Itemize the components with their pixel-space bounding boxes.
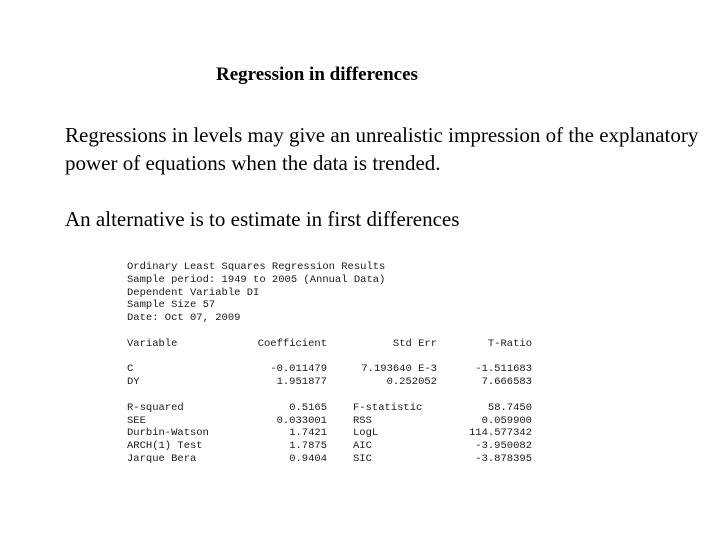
t-ratio-value: -1.511683 [475,363,532,376]
stat-value: -3.878395 [475,452,532,465]
stat-label: LogL [353,427,379,440]
stat-value: 0.033001 [276,414,327,427]
column-header-std-err: Std Err [392,337,437,350]
stat-label: SEE [127,414,146,427]
variable-name: C [127,363,134,376]
stat-value: -3.950082 [475,440,532,453]
stat-value: 0.5165 [289,401,327,414]
stat-row [127,402,532,415]
column-header-t-ratio: T-Ratio [487,337,532,350]
output-title: Ordinary Least Squares Regression Results [127,261,386,273]
stat-value: 114.577342 [468,427,532,440]
stat-label: Durbin-Watson [127,427,209,440]
output-date: Date: Oct 07, 2009 [127,312,241,325]
stat-value: 58.7450 [487,401,532,414]
dependent-variable: Dependent Variable DI [127,286,260,299]
stat-row [127,427,532,440]
stat-label: F-statistic [353,401,423,414]
intro-paragraph: Regressions in levels may give an unrealistic impression of the explanatory power of equations when the data is trended. [65,123,699,175]
stat-label: RSS [353,414,372,427]
coefficient-row [127,363,532,376]
slide-title: Regression in differences [216,64,418,85]
regression-output [127,261,532,466]
stat-label: R-squared [127,401,184,414]
stat-label: ARCH(1) Test [127,440,203,453]
column-header-coefficient: Coefficient [257,337,327,350]
variable-name: DY [127,376,140,389]
coefficient-value: -0.011479 [270,363,327,376]
sample-size: Sample Size 57 [127,299,216,312]
stat-value: 1.7421 [289,427,327,440]
column-header-variable: Variable [127,337,178,350]
std-err-value: 0.252052 [386,376,437,389]
coefficient-value: 1.951877 [276,376,327,389]
alternative-paragraph: An alternative is to estimate in first differences [65,207,460,231]
std-err-value: 7.193640 E-3 [361,363,437,376]
stat-value: 0.059900 [481,414,532,427]
stat-label: AIC [353,440,372,453]
stat-label: SIC [353,452,372,465]
coefficient-row [127,376,532,389]
stat-value: 1.7875 [289,440,327,453]
column-headers [127,338,532,351]
sample-period: Sample period: 1949 to 2005 (Annual Data) [127,273,386,286]
stat-row [127,453,532,466]
t-ratio-value: 7.666583 [481,376,532,389]
stat-label: Jarque Bera [127,452,197,465]
stat-value: 0.9404 [289,452,327,465]
stat-row [127,415,532,428]
stat-row [127,440,532,453]
